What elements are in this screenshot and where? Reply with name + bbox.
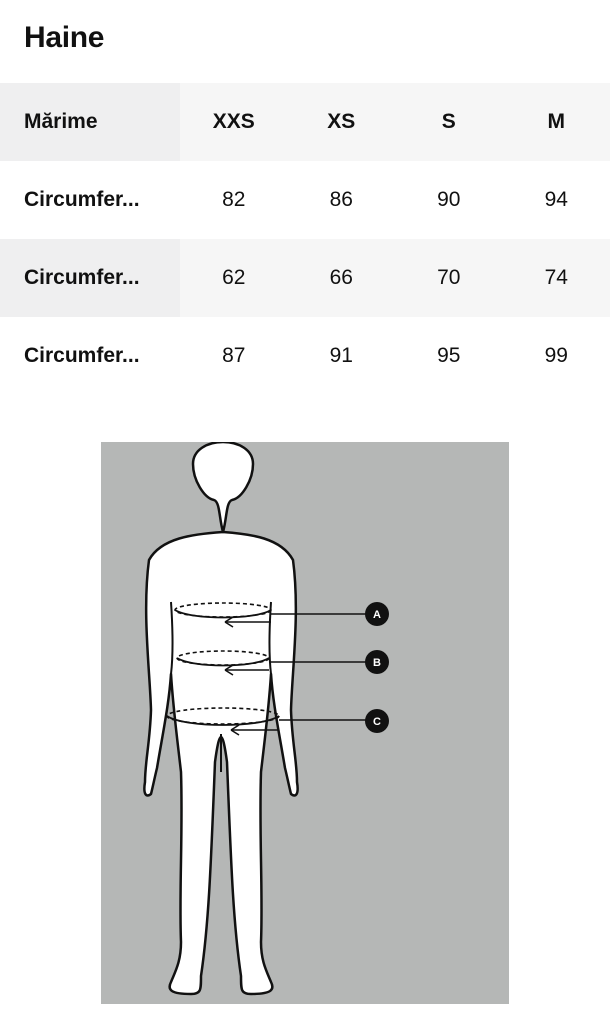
table-cell: 82 [222, 188, 246, 211]
page-title: Haine [24, 21, 105, 54]
size-chart-table [0, 83, 610, 395]
table-cell: 87 [222, 344, 246, 367]
table-row [0, 161, 610, 239]
header-size-s: S [395, 83, 503, 161]
marker-a-label: A [373, 609, 381, 621]
row-label[interactable]: Circumfer... [0, 239, 180, 317]
table-row [0, 239, 610, 317]
table-cell: 99 [544, 344, 568, 367]
table-header-row [0, 83, 610, 161]
table-cell: 74 [503, 239, 610, 317]
table-cell: 94 [544, 188, 568, 211]
marker-c [365, 709, 389, 733]
marker-b [365, 650, 389, 674]
marker-a [365, 602, 389, 626]
marker-b-label: B [373, 657, 381, 669]
header-size-label: Mărime [0, 83, 180, 161]
table-row [0, 317, 610, 395]
table-cell: 91 [329, 344, 353, 367]
row-label[interactable]: Circumfer... [24, 188, 140, 211]
table-cell: 95 [437, 344, 461, 367]
body-measurement-figure [101, 442, 509, 1004]
header-size-xs: XS [288, 83, 396, 161]
header-size-xxs: XXS [180, 83, 288, 161]
table-cell: 66 [288, 239, 396, 317]
marker-c-label: C [373, 716, 381, 728]
table-cell: 86 [329, 188, 353, 211]
header-size-m: M [503, 83, 610, 161]
row-label[interactable]: Circumfer... [24, 344, 140, 367]
table-cell: 90 [437, 188, 461, 211]
table-cell: 62 [180, 239, 288, 317]
body-silhouette-illustration [101, 442, 509, 1004]
table-cell: 70 [395, 239, 503, 317]
